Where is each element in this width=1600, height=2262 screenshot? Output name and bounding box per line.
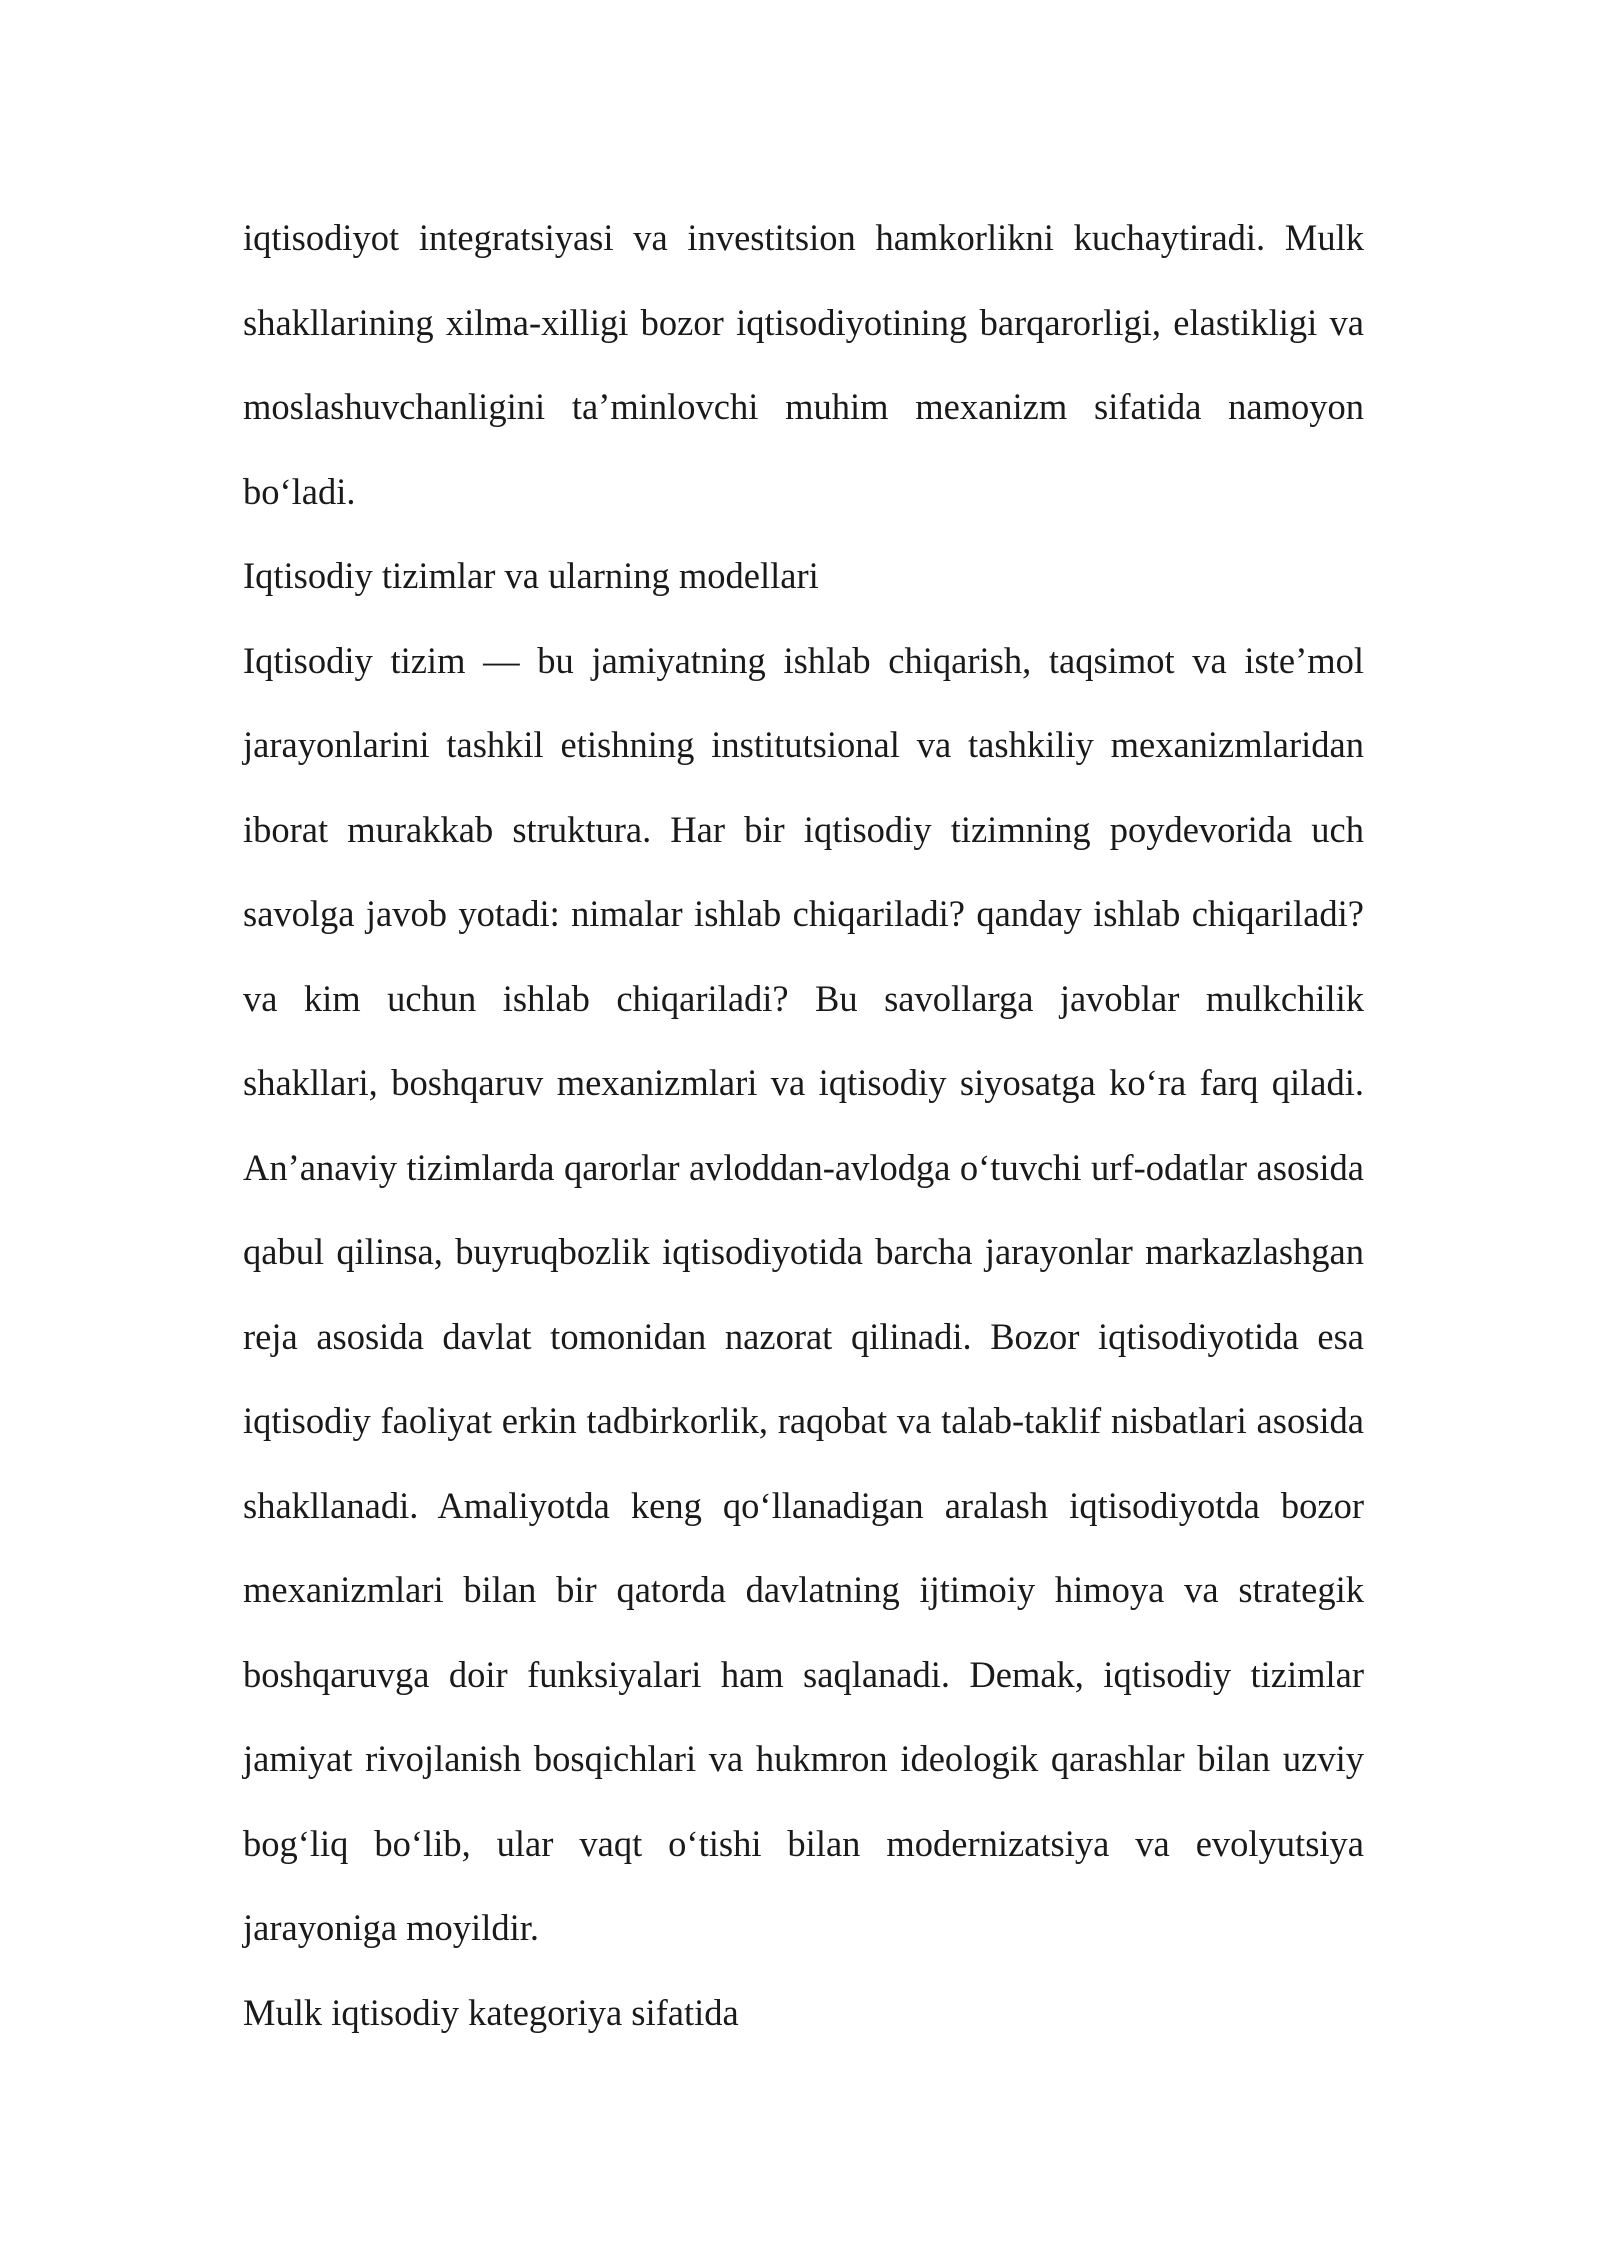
section-heading-property-category: Mulk iqtisodiy kategoriya sifatida [243,1991,739,2033]
page-body [243,196,1364,2055]
section-heading-economic-systems: Iqtisodiy tizimlar va ularning modellari [243,555,819,596]
paragraph-economic-systems: Iqtisodiy tizim — bu jamiyatning ishlab chiqarish, taqsimot va iste’mol jarayonlarini tashkil etishning institutsional va tashkiliy mexanizmlaridan iborat murakkab struktura. Har bir iqtisodiy tizimning poydevorida uch savolga javob yotadi: nimalar ishlab chiqariladi? qanday ishlab chiqariladi? va kim uchun ishlab chiqariladi? Bu savollarga javoblar mulkchilik shakllari, boshqaruv mexanizmlari va iqtisodiy siyosatga ko‘ra farq qiladi. An’anaviy tizimlarda qarorlar avloddan-avlodga o‘tuvchi urf-odatlar asosida qabul qilinsa, buyruqbozlik iqtisodiyotida barcha jarayonlar markazlashgan reja asosida davlat tomonidan nazorat qilinadi. Bozor iqtisodiyotida esa iqtisodiy faoliyat erkin tadbirkorlik, raqobat va talab-taklif nisbatlari asosida shakllanadi. Amaliyotda keng qo‘llanadigan aralash iqtisodiyotda bozor mexanizmlari bilan bir qatorda davlatning ijtimoiy himoya va strategik boshqaruvga doir funksiyalari ham saqlanadi. Demak, iqtisodiy tizimlar jamiyat rivojlanish bosqichlari va hukmron ideologik qarashlar bilan uzviy bog‘liq bo‘lib, ular vaqt o‘tishi bilan modernizatsiya va evolyutsiya jarayoniga moyildir. [243,639,1364,1948]
paragraph-ownership-forms: iqtisodiyot integratsiyasi va investitsion hamkorlikni kuchaytiradi. Mulk shakllarining xilma-xilligi bozor iqtisodiyotining barqarorligi, elastikligi va moslashuvchanligini ta’minlovchi muhim mexanizm sifatida namoyon bo‘ladi. [243,217,1364,512]
